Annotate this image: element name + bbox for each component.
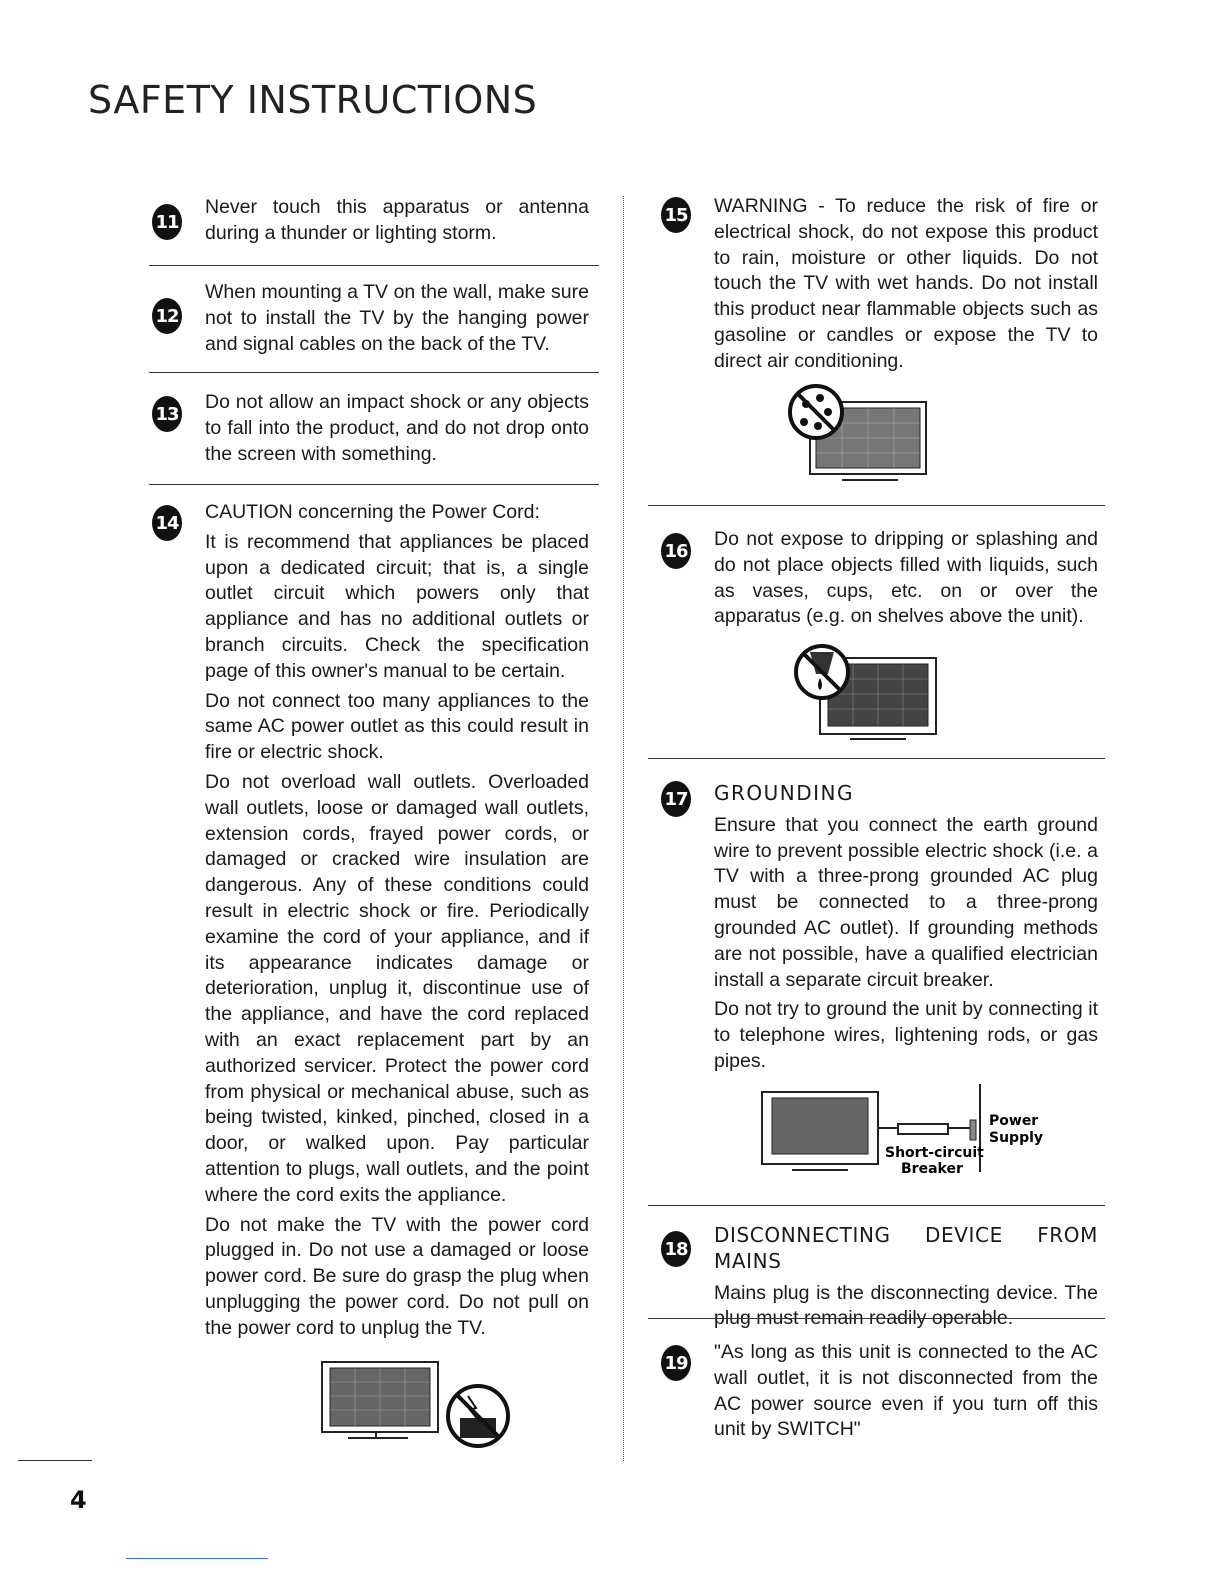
item-number-badge: 19 [661, 1345, 691, 1381]
instruction-text: "As long as this unit is connected to the AC wall outlet, it is not disconnected from the AC power source even if you turn off this unit by SWITCH" [714, 1341, 1098, 1441]
bottom-link-underline[interactable] [126, 1558, 268, 1559]
section-separator [648, 505, 1105, 506]
instruction-13 [205, 390, 589, 471]
item-number-badge: 14 [152, 505, 182, 541]
instruction-text: When mounting a TV on the wall, make sure not to install the TV by the hanging power and signal cables on the back of the TV. [205, 281, 589, 355]
instruction-text: Do not allow an impact shock or any objects to fall into the product, and do not drop onto the screen with something. [205, 391, 589, 465]
item-number-badge: 15 [661, 197, 691, 233]
instruction-15 [714, 194, 1098, 379]
short-circuit-label: Short-circuit [885, 1145, 984, 1161]
section-separator [149, 484, 599, 485]
section-heading: GROUNDING [714, 781, 854, 805]
instruction-text: Do not overload wall outlets. Overloaded wall outlets, loose or damaged wall outlets, extension cords, frayed power cords, or damaged or cracked wire insulation are dangerous. Any of these conditions could result in electric shock or fire. Periodically examine the cord of your appliance, and if its appearance indicates damage or deterioration, unplug it, discontinue use of the appliance, and have the cord replaced with an exact replacement part by an authorized servicer. Protect the power cord from physical or mechanical abuse, such as being twisted, kinked, pinched, closed in a door, or walked upon. Pay particular attention to plugs, wall outlets, and the point where the cord exits the appliance. [205, 770, 589, 1206]
item-number-badge: 13 [152, 396, 182, 432]
instruction-text: Mains plug is the disconnecting device. The plug must remain readily operable. [714, 1281, 1098, 1330]
section-separator [149, 372, 599, 373]
instruction-text: Do not expose to dripping or splashing and do not place objects filled with liquids, such as vases, cups, etc. on or over the apparatus (e.g. on shelves above the unit). [714, 528, 1098, 628]
instruction-18 [714, 1223, 1098, 1336]
page-title: SAFETY INSTRUCTIONS [88, 78, 538, 122]
instruction-12 [205, 280, 589, 361]
instruction-text: Ensure that you connect the earth ground wire to prevent possible electric shock (i.e. a TV with a three-prong grounded AC plug must be connected to a three-prong grounded AC outlet). If grounding methods are not possible, have a qualified electrician install a separate circuit breaker. [714, 813, 1098, 991]
section-separator [648, 1205, 1105, 1206]
instruction-text: Never touch this apparatus or antenna during a thunder or lighting storm. [205, 196, 589, 244]
item-number-badge: 11 [152, 204, 182, 240]
page-number: 4 [70, 1486, 87, 1514]
item-number-badge: 12 [152, 298, 182, 334]
instruction-text: WARNING - To reduce the risk of fire or electrical shock, do not expose this product to rain, moisture or other liquids. Do not touch the TV with wet hands. Do not install this product near flammable objects such as gasoline or candles or expose the TV to direct air conditioning. [714, 195, 1098, 372]
instruction-text: Do not make the TV with the power cord plugged in. Do not use a damaged or loose power cord. Be sure do grasp the plug when unplugging the power cord. Do not pull on the power cord to unplug the TV. [205, 1213, 589, 1339]
item-number-badge: 16 [661, 533, 691, 569]
section-heading: DISCONNECTING DEVICE FROM MAINS [714, 1223, 1098, 1273]
section-separator [648, 758, 1105, 759]
power-label: Power [989, 1113, 1039, 1129]
instruction-16 [714, 527, 1098, 634]
supply-label: Supply [989, 1130, 1044, 1146]
breaker-label: Breaker [901, 1161, 963, 1177]
power-cord-illustration [318, 1356, 518, 1452]
instruction-19 [714, 1340, 1098, 1447]
item-number-badge: 18 [661, 1231, 691, 1267]
grounding-illustration [758, 1080, 1058, 1180]
instruction-17 [714, 781, 1098, 1079]
instruction-14 [205, 500, 589, 1346]
instruction-11 [205, 195, 589, 251]
section-separator [648, 1318, 1105, 1319]
instruction-text: Do not try to ground the unit by connecting it to telephone wires, lightening rods, or gas pipes. [714, 998, 1098, 1072]
no-vase-illustration [792, 638, 942, 744]
caution-heading: CAUTION concerning the Power Cord: [205, 501, 540, 523]
section-separator [149, 265, 599, 266]
column-divider [623, 196, 624, 1461]
instruction-text: Do not connect too many appliances to the same AC power outlet as this could result in fire or electric shock. [205, 689, 589, 764]
instruction-text: It is recommend that appliances be placed upon a dedicated circuit; that is, a single outlet circuit which powers only that appliance and has no additional outlets or branch circuits. Check the specification page of this owner's manual to be certain. [205, 530, 589, 682]
page-number-rule [18, 1460, 92, 1461]
no-liquid-illustration [782, 384, 932, 484]
item-number-badge: 17 [661, 781, 691, 817]
